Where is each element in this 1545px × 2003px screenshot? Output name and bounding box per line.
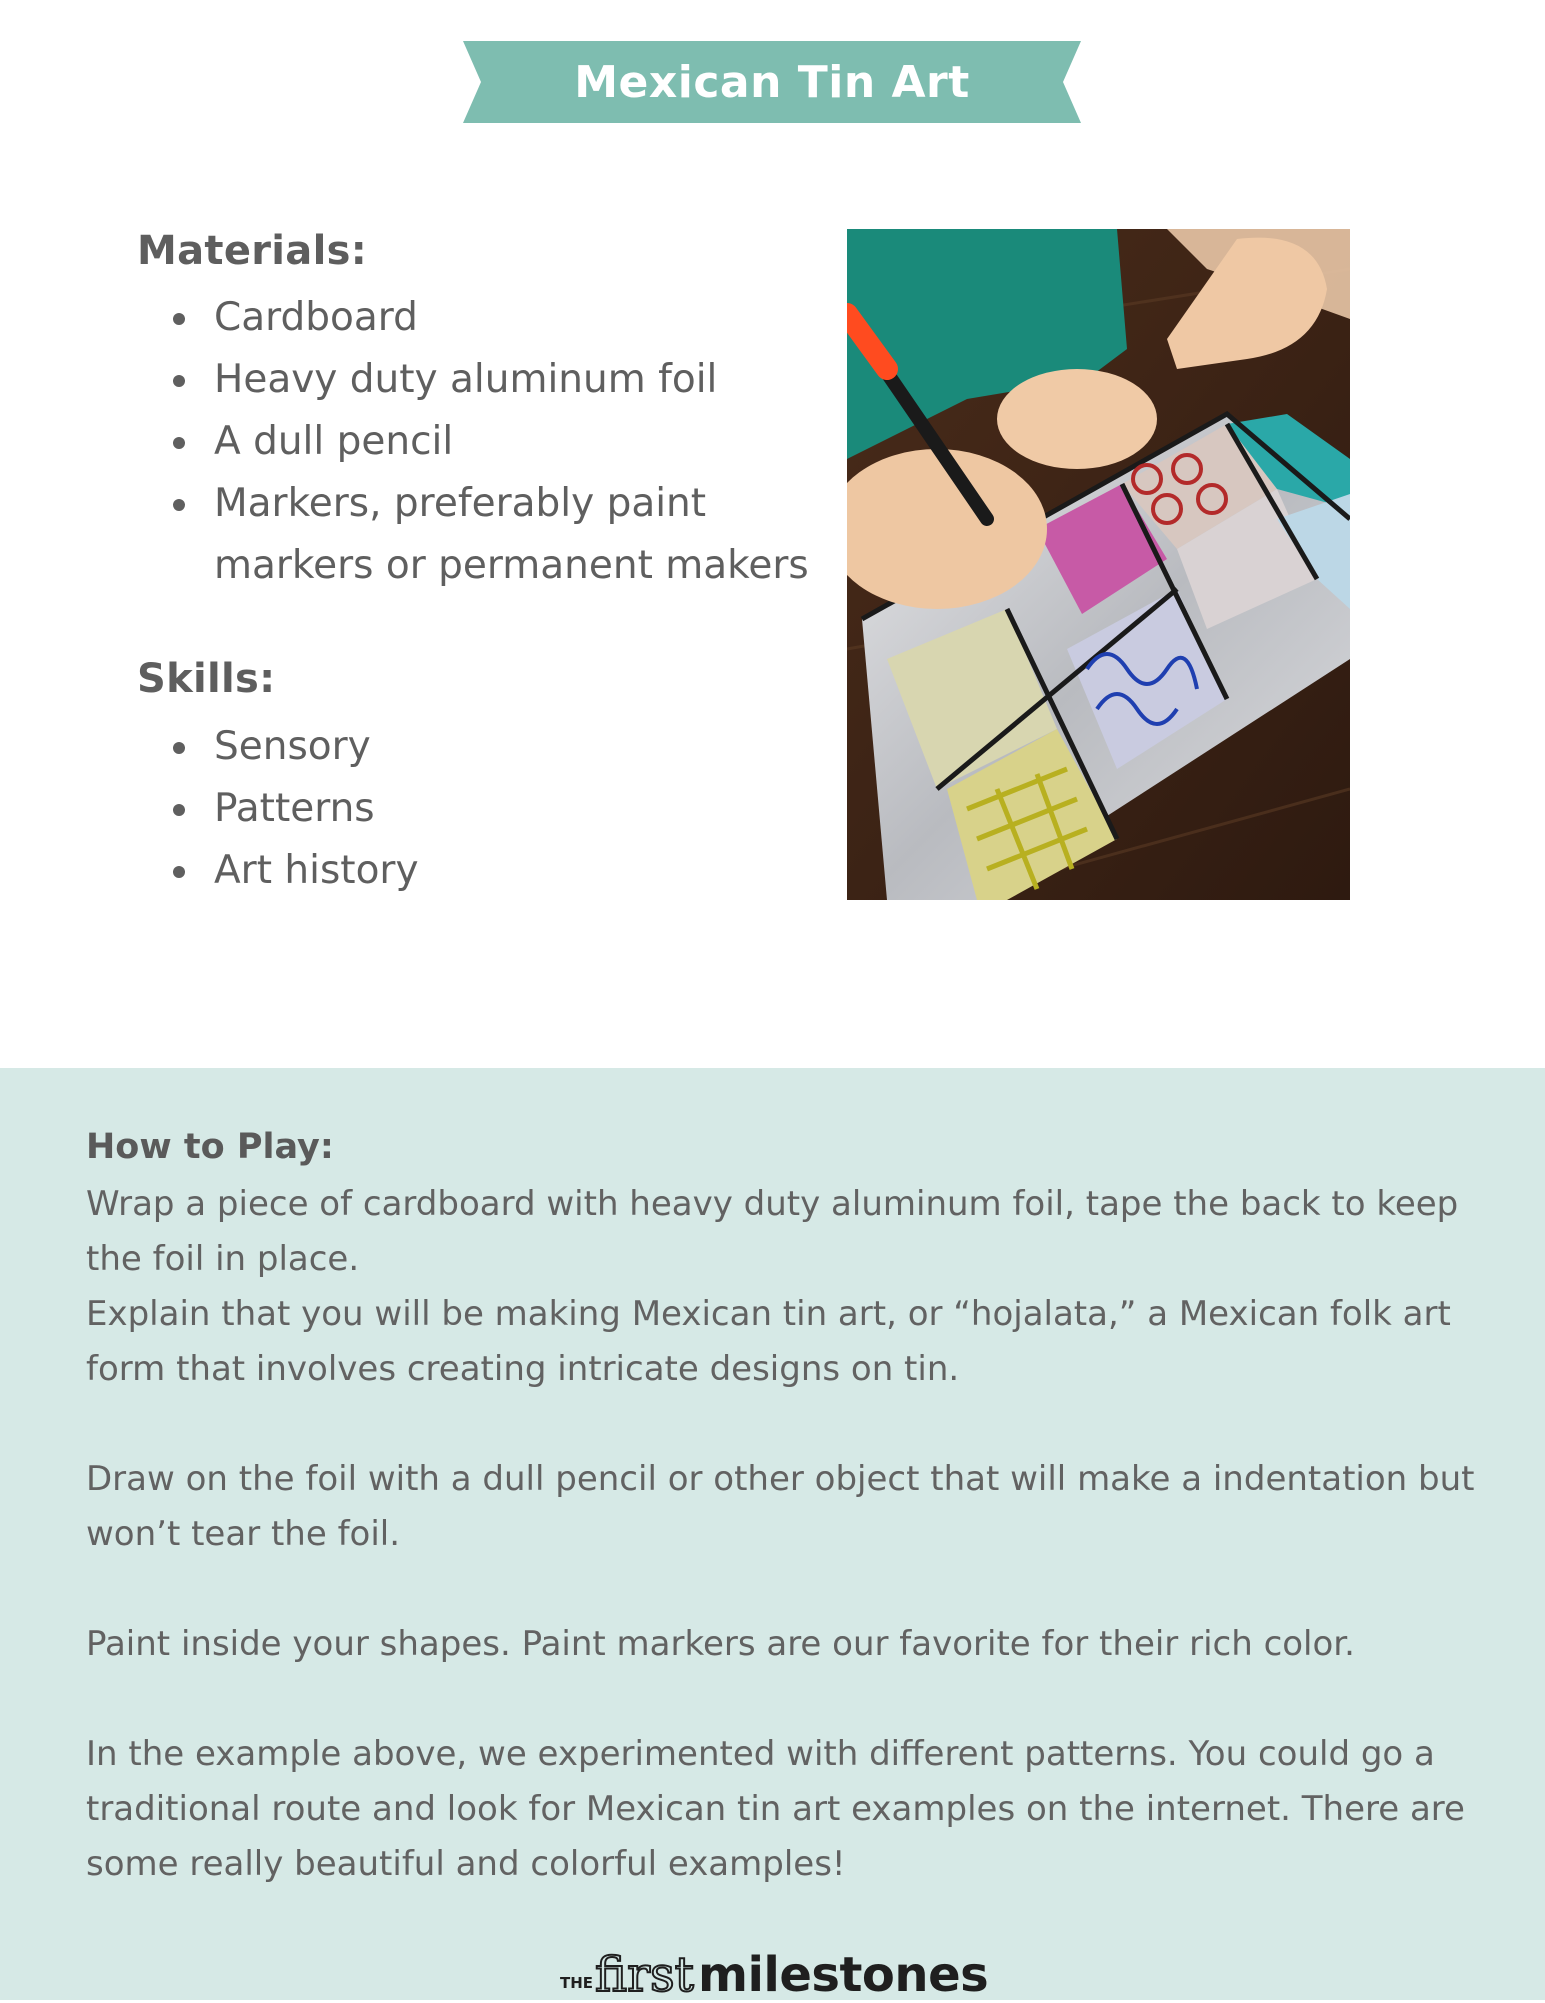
materials-heading: Materials:	[137, 228, 367, 274]
bullet-icon	[173, 437, 185, 449]
instruction-paragraph: Explain that you will be making Mexican tin art, or “hojalata,” a Mexican folk art form that involves creating intricate designs on tin.	[86, 1294, 1451, 1389]
logo-first: first	[595, 1947, 694, 2003]
list-item: A dull pencil	[137, 411, 817, 473]
instruction-paragraph: In the example above, we experimented with different patterns. You could go a traditional route and look for Mexican tin art examples on the internet. There are some really beautiful and colorful examples!	[86, 1734, 1465, 1884]
list-item: Heavy duty aluminum foil	[137, 349, 817, 411]
page-title: Mexican Tin Art	[574, 56, 970, 108]
list-item: Cardboard	[137, 287, 817, 349]
how-to-play-heading: How to Play:	[86, 1127, 334, 1167]
list-item: Art history	[137, 840, 817, 902]
how-to-play-body	[86, 1177, 1486, 1892]
bullet-icon	[173, 375, 185, 387]
instruction-paragraph: Paint inside your shapes. Paint markers are our favorite for their rich color.	[86, 1624, 1355, 1664]
instruction-paragraph: Draw on the foil with a dull pencil or other object that will make a indentation but won’t tear the foil.	[86, 1459, 1475, 1554]
bullet-icon	[173, 742, 185, 754]
list-item: Sensory	[137, 716, 817, 778]
skills-heading: Skills:	[137, 656, 276, 702]
logo-milestones: milestones	[697, 1947, 989, 2003]
craft-photo	[847, 229, 1350, 900]
brand-logo	[560, 1947, 989, 2003]
list-item: Patterns	[137, 778, 817, 840]
materials-list	[137, 287, 817, 597]
instruction-paragraph: Wrap a piece of cardboard with heavy duty aluminum foil, tape the back to keep the foil in place.	[86, 1184, 1459, 1279]
title-banner	[463, 41, 1081, 123]
bullet-icon	[173, 866, 185, 878]
logo-the: THE	[560, 1974, 594, 1992]
list-item: Markers, preferably paint markers or permanent makers	[137, 473, 817, 597]
bullet-icon	[173, 499, 185, 511]
bullet-icon	[173, 804, 185, 816]
bullet-icon	[173, 313, 185, 325]
skills-list	[137, 716, 817, 902]
tin-art-photo-illustration	[847, 229, 1350, 900]
